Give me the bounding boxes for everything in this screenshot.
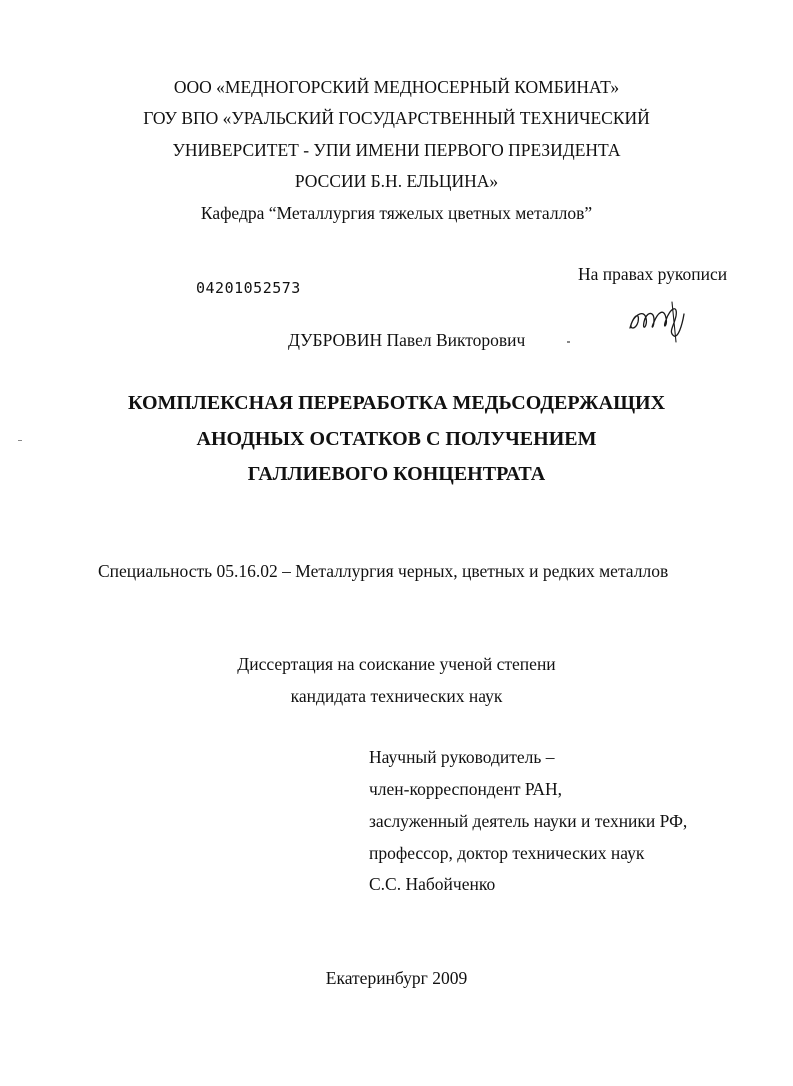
degree-line-1: Диссертация на соискание ученой степени — [237, 654, 556, 674]
supervisor-title-2: заслуженный деятель науки и техники РФ, — [369, 811, 688, 831]
org-line-2: ГОУ ВПО «УРАЛЬСКИЙ ГОСУДАРСТВЕННЫЙ ТЕХНИЧЕСКИЙ — [143, 108, 650, 128]
supervisor-role: Научный руководитель – — [369, 747, 555, 767]
manuscript-rights: На правах рукописи — [578, 264, 728, 284]
org-line-3: УНИВЕРСИТЕТ - УПИ ИМЕНИ ПЕРВОГО ПРЕЗИДЕНТА — [172, 140, 621, 160]
supervisor-title-3: профессор, доктор технических наук — [369, 843, 645, 863]
dissertation-title-line-1: КОМПЛЕКСНАЯ ПЕРЕРАБОТКА МЕДЬСОДЕРЖАЩИХ — [127, 392, 666, 414]
city-year: Екатеринбург 2009 — [325, 968, 468, 988]
department: Кафедра “Металлургия тяжелых цветных металлов” — [200, 203, 593, 223]
dissertation-title-line-3: ГАЛЛИЕВОГО КОНЦЕНТРАТА — [247, 463, 546, 485]
specialty: Специальность 05.16.02 – Металлургия черных, цветных и редких металлов — [98, 561, 669, 581]
scan-speck — [567, 341, 570, 343]
supervisor-name: С.С. Набойченко — [369, 874, 496, 894]
supervisor-title-1: член-корреспондент РАН, — [369, 779, 563, 799]
org-line-4: РОССИИ Б.Н. ЕЛЬЦИНА» — [294, 171, 499, 191]
org-line-1: ООО «МЕДНОГОРСКИЙ МЕДНОСЕРНЫЙ КОМБИНАТ» — [173, 77, 620, 97]
signature — [624, 296, 690, 344]
degree-line-2: кандидата технических наук — [290, 686, 503, 706]
dissertation-title-line-2: АНОДНЫХ ОСТАТКОВ С ПОЛУЧЕНИЕМ — [196, 428, 597, 450]
author-name: ДУБРОВИН Павел Викторович — [288, 330, 526, 350]
registration-number: 04201052573 — [196, 279, 301, 297]
